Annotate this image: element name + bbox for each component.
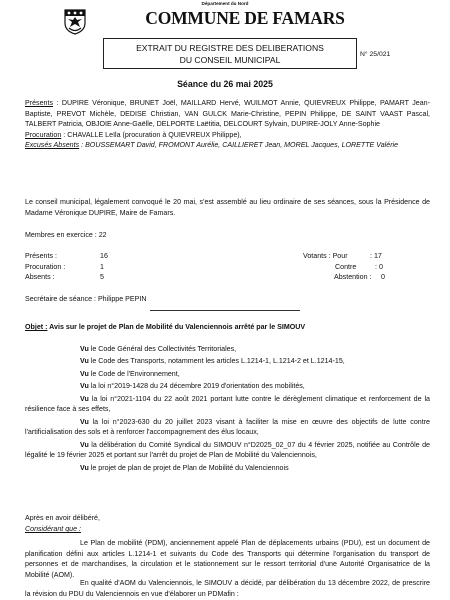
visa-item — [25, 381, 430, 392]
considerant-heading: Considérant que : — [25, 525, 81, 533]
visa-vu-label: Vu — [80, 382, 89, 391]
extrait-title-line2: DU CONSEIL MUNICIPAL — [179, 55, 281, 65]
visa-vu-label: Vu — [80, 369, 89, 378]
visa-text: la délibération du Comité Syndical du SIMOUV n°D2025_02_07 du 4 février 2025, notifiée au Contrôle de légalité le 19 février 2025 et portant sur l'arrêt du projet de Plan de Mobilité du Valenciennois, — [25, 440, 430, 460]
presents-count-label: Présents : — [25, 252, 57, 260]
apres-deliberation: Après en avoir délibéré, — [25, 514, 100, 522]
visa-vu-label: Vu — [80, 440, 89, 449]
visas-list — [25, 344, 430, 473]
excuses-paragraph — [25, 140, 430, 151]
presents-label: Présents — [25, 99, 53, 107]
contre-value: : 0 — [375, 263, 383, 271]
procuration-text: : CHAVALLE Leïla (procuration à QUIEVREUX Philippe), — [61, 130, 242, 139]
absents-count-value: 5 — [100, 273, 104, 281]
abstention-label: Abstention : — [334, 273, 372, 281]
votants-pour-label: Votants : Pour — [303, 252, 348, 260]
procuration-paragraph — [25, 130, 430, 141]
votants-pour-value: : 17 — [370, 252, 382, 260]
visa-text: le Code de l'Environnement, — [88, 369, 180, 378]
visa-vu-label: Vu — [80, 394, 89, 403]
presents-paragraph — [25, 98, 430, 130]
visa-item — [25, 463, 430, 474]
extrait-box — [103, 38, 357, 69]
objet-label: Objet : — [25, 323, 48, 331]
objet-text: Avis sur le projet de Plan de Mobilité du Valenciennois arrêté par le SIMOUV — [47, 323, 306, 331]
presents-text: : DUPIRE Véronique, BRUNET Joël, MAILLARD Hervé, WUILMOT Annie, QUIEVREUX Philippe, PAMART Jean-Baptiste, PREVOT Michèle, DEDISE Christian, VAN GULCK Marie-Christine, PEPIN Philippe, DE SAINT VAAST Pascal, TALBERT Patricia, OBJOIE Anne-Gaëlle, DELPORTE Laëtitia, DELCOURT Sylvain, DUPIRE-JOLY Anne-Sophie — [25, 99, 430, 129]
excuses-text: : BOUSSEMART David, FROMONT Aurélie, CAILLIERET Jean, MOREL Jacques, LORETTE Valérie — [79, 141, 399, 150]
deliberation-number: N° 25/021 — [360, 51, 391, 58]
visa-item — [25, 417, 430, 438]
coat-of-arms-icon — [64, 9, 86, 35]
section-divider — [150, 310, 300, 311]
seance-date: Séance du 26 mai 2025 — [177, 79, 273, 89]
visa-text: le projet de plan de projet de Plan de Mobilité du Valenciennois — [88, 463, 289, 472]
visa-item — [25, 356, 430, 367]
considerant-paragraph-1: Le Plan de mobilité (PDM), anciennement appelé Plan de déplacements urbains (PDU), est un document de planification défini aux articles L.1214-1 et suivants du Code des Transports qui détermine l'organisation du transport de personnes et de marchandises, la circulation et le stationnement sur le ressort territorial d'une Autorité Organisatrice de la Mobilité (AOM). — [25, 539, 430, 579]
attendance-block — [25, 98, 430, 151]
departement-label: Département du Nord — [201, 1, 249, 6]
visa-text: le Code des Transports, notamment les articles L.1214-1, L.1214-2 et L.1214-15, — [88, 357, 345, 366]
procuration-count-value: 1 — [100, 263, 104, 271]
objet-line — [25, 322, 430, 333]
contre-label: Contre — [335, 263, 357, 271]
visa-item — [25, 394, 430, 415]
visa-vu-label: Vu — [80, 357, 89, 366]
visa-vu-label: Vu — [80, 463, 89, 472]
visa-text: la loi n°2023-630 du 20 juillet 2023 visant à faciliter la mise en œuvre des objectifs de lutte contre l'artificialisation des sols et à renforcer l'accompagnement des élus locaux, — [25, 417, 430, 437]
visa-vu-label: Vu — [80, 345, 89, 353]
visa-item — [25, 369, 430, 380]
presents-count-value: 16 — [100, 252, 108, 260]
visa-text: la loi n°2021-1104 du 22 août 2021 portant lutte contre le dérèglement climatique et renforcement de la résilience face à ses effets, — [25, 394, 430, 414]
absents-count-label: Absents : — [25, 273, 55, 281]
visa-item — [25, 440, 430, 461]
extrait-title-line1: EXTRAIT DU REGISTRE DES DELIBERATIONS — [136, 43, 324, 53]
abstention-value: 0 — [381, 273, 385, 281]
visa-text: le Code Général des Collectivités Territoriales, — [88, 345, 237, 353]
procuration-label: Procuration — [25, 130, 62, 139]
visa-vu-label: Vu — [80, 417, 89, 426]
commune-title: COMMUNE DE FAMARS — [145, 8, 345, 28]
secretaire-de-seance: Secrétaire de séance : Philippe PEPIN — [25, 295, 147, 303]
membres-en-exercice: Membres en exercice : 22 — [25, 231, 107, 239]
excuses-label: Excusés Absents — [25, 141, 80, 150]
visa-item — [25, 344, 430, 355]
procuration-count-label: Procuration : — [25, 263, 66, 271]
convocation-text: Le conseil municipal, légalement convoqué le 20 mai, s'est assemblé au lieu ordinaire de ses séances, sous la Présidence de Madame Véronique DUPIRE, Maire de Famars. — [25, 198, 430, 217]
visa-text: la loi n°2019-1428 du 24 décembre 2019 d'orientation des mobilités, — [88, 382, 305, 391]
considerant-paragraph-2: En qualité d'AOM du Valenciennois, le SIMOUV a décidé, par délibération du 13 décembre 2022, de prescrire la révision du PDU du Valenciennois en vue d'élaborer un PDMafin : — [25, 579, 430, 598]
